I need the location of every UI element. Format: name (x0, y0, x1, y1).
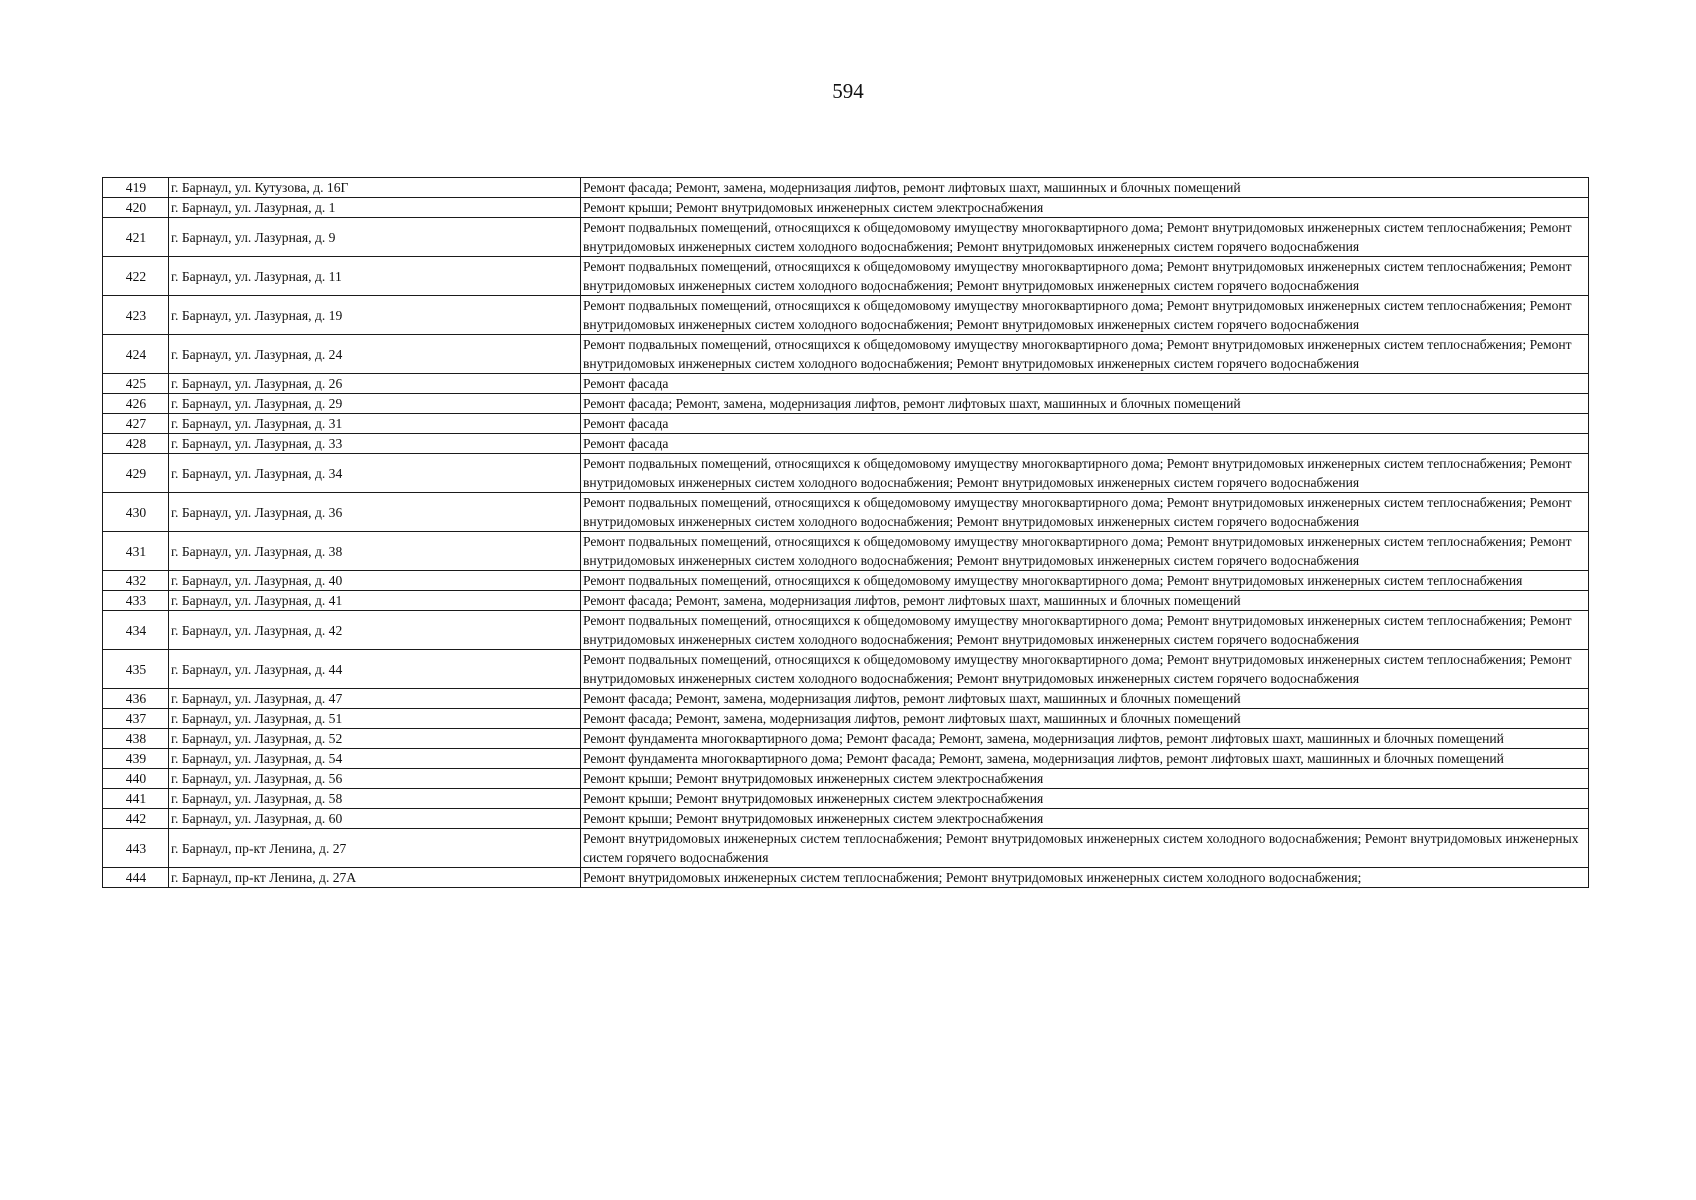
table-row (103, 257, 1589, 296)
row-number: 426 (103, 394, 169, 414)
row-number: 419 (103, 178, 169, 198)
row-address: г. Барнаул, ул. Лазурная, д. 44 (169, 650, 581, 689)
row-number: 434 (103, 611, 169, 650)
row-number: 425 (103, 374, 169, 394)
table-row (103, 218, 1589, 257)
row-number: 423 (103, 296, 169, 335)
table-body (103, 178, 1589, 888)
row-number: 443 (103, 829, 169, 868)
table-row (103, 394, 1589, 414)
row-number: 437 (103, 709, 169, 729)
row-number: 436 (103, 689, 169, 709)
row-works: Ремонт подвальных помещений, относящихся к общедомовому имуществу многоквартирного дома; Ремонт внутридомовых инженерных систем теплоснабжения; Ремонт внутридомовых инженерных систем холодного водоснабжения; Ремонт внутридомовых инженерных систем горячего водоснабжения (581, 296, 1589, 335)
table-row (103, 769, 1589, 789)
row-works: Ремонт крыши; Ремонт внутридомовых инженерных систем электроснабжения (581, 809, 1589, 829)
row-number: 433 (103, 591, 169, 611)
row-address: г. Барнаул, ул. Лазурная, д. 34 (169, 454, 581, 493)
table-row (103, 829, 1589, 868)
row-address: г. Барнаул, ул. Лазурная, д. 36 (169, 493, 581, 532)
table-row (103, 689, 1589, 709)
row-works: Ремонт подвальных помещений, относящихся к общедомовому имуществу многоквартирного дома; Ремонт внутридомовых инженерных систем теплоснабжения; Ремонт внутридомовых инженерных систем холодного водоснабжения; Ремонт внутридомовых инженерных систем горячего водоснабжения (581, 650, 1589, 689)
row-number: 424 (103, 335, 169, 374)
row-number: 438 (103, 729, 169, 749)
row-address: г. Барнаул, ул. Лазурная, д. 60 (169, 809, 581, 829)
row-works: Ремонт фасада (581, 374, 1589, 394)
table-row (103, 414, 1589, 434)
page-number: 594 (832, 79, 864, 103)
row-address: г. Барнаул, ул. Лазурная, д. 47 (169, 689, 581, 709)
table-row (103, 591, 1589, 611)
table-row (103, 789, 1589, 809)
row-works: Ремонт фасада; Ремонт, замена, модернизация лифтов, ремонт лифтовых шахт, машинных и блочных помещений (581, 591, 1589, 611)
row-address: г. Барнаул, ул. Лазурная, д. 58 (169, 789, 581, 809)
row-works: Ремонт фасада; Ремонт, замена, модернизация лифтов, ремонт лифтовых шахт, машинных и блочных помещений (581, 178, 1589, 198)
table-row (103, 611, 1589, 650)
row-address: г. Барнаул, ул. Лазурная, д. 24 (169, 335, 581, 374)
table-row (103, 868, 1589, 888)
row-works: Ремонт внутридомовых инженерных систем теплоснабжения; Ремонт внутридомовых инженерных систем холодного водоснабжения; Ремонт внутридомовых инженерных систем горячего водоснабжения (581, 829, 1589, 868)
row-address: г. Барнаул, ул. Лазурная, д. 29 (169, 394, 581, 414)
table-row (103, 296, 1589, 335)
table-row (103, 650, 1589, 689)
row-address: г. Барнаул, ул. Лазурная, д. 52 (169, 729, 581, 749)
table-row (103, 178, 1589, 198)
row-address: г. Барнаул, ул. Лазурная, д. 26 (169, 374, 581, 394)
row-number: 440 (103, 769, 169, 789)
table-row (103, 374, 1589, 394)
row-address: г. Барнаул, ул. Лазурная, д. 38 (169, 532, 581, 571)
row-address: г. Барнаул, ул. Лазурная, д. 56 (169, 769, 581, 789)
row-number: 441 (103, 789, 169, 809)
row-works: Ремонт подвальных помещений, относящихся к общедомовому имуществу многоквартирного дома; Ремонт внутридомовых инженерных систем теплоснабжения; Ремонт внутридомовых инженерных систем холодного водоснабжения; Ремонт внутридомовых инженерных систем горячего водоснабжения (581, 335, 1589, 374)
row-works: Ремонт подвальных помещений, относящихся к общедомовому имуществу многоквартирного дома; Ремонт внутридомовых инженерных систем теплоснабжения; Ремонт внутридомовых инженерных систем холодного водоснабжения; Ремонт внутридомовых инженерных систем горячего водоснабжения (581, 454, 1589, 493)
row-address: г. Барнаул, ул. Лазурная, д. 9 (169, 218, 581, 257)
row-works: Ремонт подвальных помещений, относящихся к общедомовому имуществу многоквартирного дома; Ремонт внутридомовых инженерных систем теплоснабжения (581, 571, 1589, 591)
row-address: г. Барнаул, пр-кт Ленина, д. 27А (169, 868, 581, 888)
row-works: Ремонт подвальных помещений, относящихся к общедомовому имуществу многоквартирного дома; Ремонт внутридомовых инженерных систем теплоснабжения; Ремонт внутридомовых инженерных систем холодного водоснабжения; Ремонт внутридомовых инженерных систем горячего водоснабжения (581, 532, 1589, 571)
row-address: г. Барнаул, ул. Кутузова, д. 16Г (169, 178, 581, 198)
row-works: Ремонт фасада; Ремонт, замена, модернизация лифтов, ремонт лифтовых шахт, машинных и блочных помещений (581, 709, 1589, 729)
row-number: 420 (103, 198, 169, 218)
row-number: 435 (103, 650, 169, 689)
row-number: 429 (103, 454, 169, 493)
table-row (103, 493, 1589, 532)
table-row (103, 434, 1589, 454)
row-works: Ремонт подвальных помещений, относящихся к общедомовому имуществу многоквартирного дома; Ремонт внутридомовых инженерных систем теплоснабжения; Ремонт внутридомовых инженерных систем холодного водоснабжения; Ремонт внутридомовых инженерных систем горячего водоснабжения (581, 611, 1589, 650)
row-number: 431 (103, 532, 169, 571)
row-works: Ремонт крыши; Ремонт внутридомовых инженерных систем электроснабжения (581, 769, 1589, 789)
row-address: г. Барнаул, ул. Лазурная, д. 40 (169, 571, 581, 591)
table-row (103, 749, 1589, 769)
table-row (103, 532, 1589, 571)
row-works: Ремонт внутридомовых инженерных систем теплоснабжения; Ремонт внутридомовых инженерных систем холодного водоснабжения; (581, 868, 1589, 888)
row-address: г. Барнаул, ул. Лазурная, д. 19 (169, 296, 581, 335)
row-address: г. Барнаул, ул. Лазурная, д. 1 (169, 198, 581, 218)
row-works: Ремонт подвальных помещений, относящихся к общедомовому имуществу многоквартирного дома; Ремонт внутридомовых инженерных систем теплоснабжения; Ремонт внутридомовых инженерных систем холодного водоснабжения; Ремонт внутридомовых инженерных систем горячего водоснабжения (581, 493, 1589, 532)
row-works: Ремонт подвальных помещений, относящихся к общедомовому имуществу многоквартирного дома; Ремонт внутридомовых инженерных систем теплоснабжения; Ремонт внутридомовых инженерных систем холодного водоснабжения; Ремонт внутридомовых инженерных систем горячего водоснабжения (581, 218, 1589, 257)
row-works: Ремонт фундамента многоквартирного дома; Ремонт фасада; Ремонт, замена, модернизация лифтов, ремонт лифтовых шахт, машинных и блочных помещений (581, 729, 1589, 749)
row-works: Ремонт подвальных помещений, относящихся к общедомовому имуществу многоквартирного дома; Ремонт внутридомовых инженерных систем теплоснабжения; Ремонт внутридомовых инженерных систем холодного водоснабжения; Ремонт внутридомовых инженерных систем горячего водоснабжения (581, 257, 1589, 296)
row-address: г. Барнаул, ул. Лазурная, д. 42 (169, 611, 581, 650)
table-row (103, 454, 1589, 493)
row-number: 422 (103, 257, 169, 296)
row-works: Ремонт фасада (581, 414, 1589, 434)
row-works: Ремонт фасада (581, 434, 1589, 454)
table-row (103, 709, 1589, 729)
row-address: г. Барнаул, ул. Лазурная, д. 54 (169, 749, 581, 769)
row-number: 444 (103, 868, 169, 888)
table-row (103, 571, 1589, 591)
row-address: г. Барнаул, пр-кт Ленина, д. 27 (169, 829, 581, 868)
row-works: Ремонт фасада; Ремонт, замена, модернизация лифтов, ремонт лифтовых шахт, машинных и блочных помещений (581, 689, 1589, 709)
row-number: 421 (103, 218, 169, 257)
row-address: г. Барнаул, ул. Лазурная, д. 31 (169, 414, 581, 434)
row-address: г. Барнаул, ул. Лазурная, д. 41 (169, 591, 581, 611)
row-address: г. Барнаул, ул. Лазурная, д. 11 (169, 257, 581, 296)
row-number: 427 (103, 414, 169, 434)
row-number: 430 (103, 493, 169, 532)
row-number: 432 (103, 571, 169, 591)
row-address: г. Барнаул, ул. Лазурная, д. 51 (169, 709, 581, 729)
row-address: г. Барнаул, ул. Лазурная, д. 33 (169, 434, 581, 454)
row-works: Ремонт фундамента многоквартирного дома; Ремонт фасада; Ремонт, замена, модернизация лифтов, ремонт лифтовых шахт, машинных и блочных помещений (581, 749, 1589, 769)
row-number: 439 (103, 749, 169, 769)
table-row (103, 809, 1589, 829)
table-row (103, 729, 1589, 749)
table-row (103, 198, 1589, 218)
row-number: 442 (103, 809, 169, 829)
table-row (103, 335, 1589, 374)
row-number: 428 (103, 434, 169, 454)
repair-works-table (102, 177, 1589, 888)
row-works: Ремонт фасада; Ремонт, замена, модернизация лифтов, ремонт лифтовых шахт, машинных и блочных помещений (581, 394, 1589, 414)
row-works: Ремонт крыши; Ремонт внутридомовых инженерных систем электроснабжения (581, 198, 1589, 218)
row-works: Ремонт крыши; Ремонт внутридомовых инженерных систем электроснабжения (581, 789, 1589, 809)
